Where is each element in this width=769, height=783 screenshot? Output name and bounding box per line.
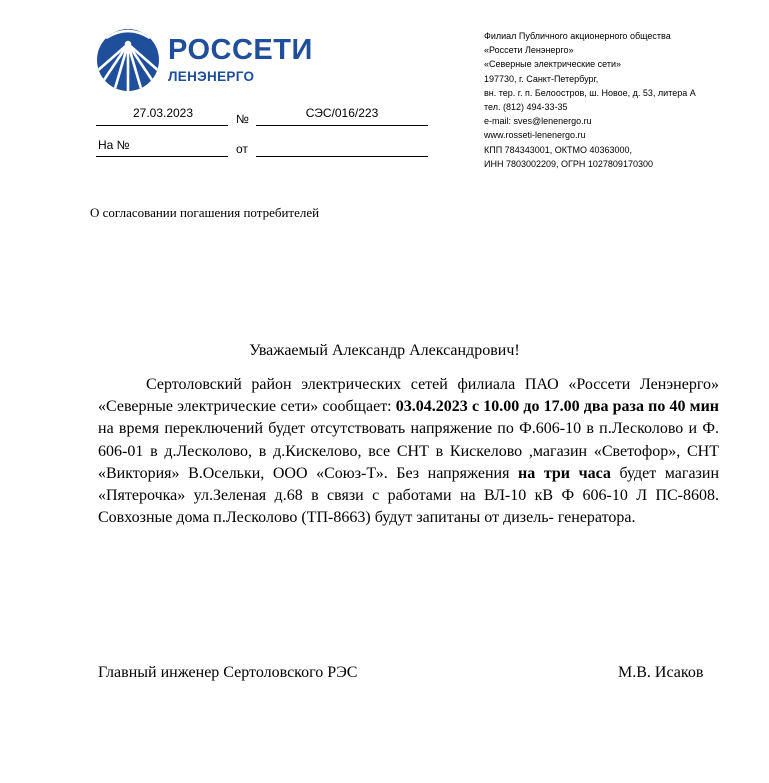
org-line: e-mail: sves@lenenergo.ru — [484, 116, 592, 127]
signature-name: М.В. Исаков — [618, 664, 704, 681]
number-label: № — [236, 112, 249, 126]
signature-title: Главный инженер Сертоловского РЭС — [98, 664, 358, 681]
from-label: от — [236, 142, 248, 156]
org-line: КПП 784343001, ОКТМО 40363000, — [484, 144, 633, 155]
org-line: ИНН 7803002209, ОГРН 1027809170300 — [484, 158, 653, 169]
org-line: www.rosseti-lenenergo.ru — [484, 130, 586, 141]
reply-to-label: На № — [98, 138, 130, 152]
body-text-part: на время переключений будет отсутствовать напряжение по Ф.606-10 в п.Лесколово и Ф. 606-01 в д.Лесколово, в д.Кискелово, все СНТ в Кискелово ,магазин «Светофор», СНТ «Виктория» В.Осельки, ООО «Союз-Т». Без напряжения — [98, 420, 719, 482]
org-line: тел. (812) 494-33-35 — [484, 101, 568, 112]
org-line: Филиал Публичного акционерного общества — [484, 31, 671, 41]
brand-name: РОССЕТИ — [168, 34, 313, 66]
org-line: 197730, г. Санкт-Петербург, — [484, 73, 599, 84]
rosseti-logo-icon — [96, 28, 160, 92]
document-number: СЭС/016/223 — [305, 106, 379, 120]
greeting: Уважаемый Александр Александрович! — [249, 342, 520, 359]
date-underline — [96, 125, 228, 126]
body-bold-date-time: 03.04.2023 с 10.00 до 17.00 два раза по 40 мин — [395, 398, 720, 416]
letter-body — [98, 374, 719, 529]
org-line: «Россети Ленэнерго» — [484, 45, 574, 56]
document-subject: О согласовании погашения потребителей — [90, 205, 320, 220]
document-date: 27.03.2023 — [132, 106, 194, 120]
body-bold-duration: на три часа — [518, 464, 611, 482]
reply-underline — [96, 156, 228, 157]
brand-subname: ЛЕНЭНЕРГО — [168, 69, 255, 84]
org-details — [484, 29, 696, 171]
body-text-part: будет магазин «Пятерочка» ул.Зеленая д.68 в связи с работами на ВЛ-10 кВ Ф 606-10 Л ПС-8608. Совхозные дома п.Лесколово (ТП-8663) будут запитаны от дизель- генератора. — [98, 464, 720, 527]
from-underline — [256, 156, 428, 157]
number-underline — [256, 125, 428, 126]
org-line: вн. тер. г. п. Белоостров, ш. Новое, д. 53, литера А — [484, 87, 696, 98]
body-text-part: Сертоловский район электрических сетей филиала ПАО «Россети Ленэнерго» «Северные электрические сети» сообщает: — [98, 376, 719, 416]
org-line: «Северные электрические сети» — [484, 59, 622, 70]
